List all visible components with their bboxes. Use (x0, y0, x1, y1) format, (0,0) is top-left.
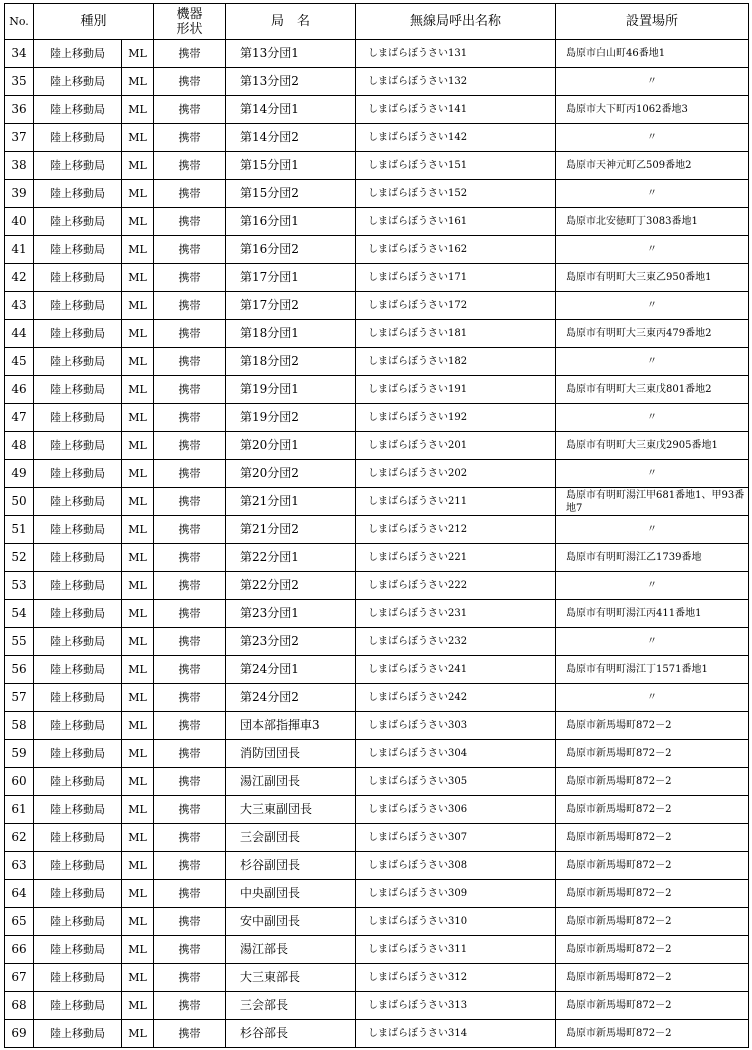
cell-device-form: 携帯 (154, 740, 226, 768)
cell-ml: ML (122, 96, 154, 124)
cell-kind: 陸上移動局 (34, 964, 122, 992)
cell-station-name: 第18分団2 (226, 348, 356, 376)
cell-kind: 陸上移動局 (34, 264, 122, 292)
table-row (5, 684, 749, 712)
cell-ml: ML (122, 208, 154, 236)
cell-location: 島原市新馬場町872－2 (556, 964, 749, 992)
table-row (5, 908, 749, 936)
cell-ml: ML (122, 572, 154, 600)
table-row (5, 180, 749, 208)
table-row (5, 96, 749, 124)
cell-location: 島原市新馬場町872－2 (556, 852, 749, 880)
cell-ml: ML (122, 992, 154, 1020)
cell-station-name: 大三東部長 (226, 964, 356, 992)
cell-location: 島原市新馬場町872－2 (556, 880, 749, 908)
cell-kind: 陸上移動局 (34, 516, 122, 544)
cell-no: 61 (5, 796, 34, 824)
cell-device-form: 携帯 (154, 824, 226, 852)
cell-device-form: 携帯 (154, 40, 226, 68)
cell-station-name: 第13分団1 (226, 40, 356, 68)
cell-no: 62 (5, 824, 34, 852)
cell-location: 島原市新馬場町872－2 (556, 824, 749, 852)
cell-device-form: 携帯 (154, 432, 226, 460)
cell-no: 69 (5, 1020, 34, 1048)
cell-ml: ML (122, 544, 154, 572)
cell-kind: 陸上移動局 (34, 852, 122, 880)
cell-ml: ML (122, 292, 154, 320)
cell-location: 島原市新馬場町872－2 (556, 908, 749, 936)
cell-location: 〃 (556, 628, 749, 656)
cell-callsign: しまばらぼうさい162 (356, 236, 556, 264)
cell-ml: ML (122, 404, 154, 432)
table-row (5, 572, 749, 600)
cell-no: 40 (5, 208, 34, 236)
cell-station-name: 大三東副団長 (226, 796, 356, 824)
cell-no: 57 (5, 684, 34, 712)
cell-callsign: しまばらぼうさい232 (356, 628, 556, 656)
cell-location: 島原市新馬場町872－2 (556, 712, 749, 740)
cell-kind: 陸上移動局 (34, 488, 122, 516)
cell-no: 60 (5, 768, 34, 796)
table-row (5, 432, 749, 460)
cell-callsign: しまばらぼうさい161 (356, 208, 556, 236)
cell-callsign: しまばらぼうさい231 (356, 600, 556, 628)
cell-no: 39 (5, 180, 34, 208)
cell-location: 島原市新馬場町872－2 (556, 768, 749, 796)
table-row (5, 264, 749, 292)
cell-location: 島原市白山町46番地1 (556, 40, 749, 68)
cell-device-form: 携帯 (154, 404, 226, 432)
cell-no: 56 (5, 656, 34, 684)
cell-kind: 陸上移動局 (34, 768, 122, 796)
cell-callsign: しまばらぼうさい191 (356, 376, 556, 404)
cell-no: 51 (5, 516, 34, 544)
table-row (5, 1020, 749, 1048)
cell-device-form: 携帯 (154, 544, 226, 572)
table-row (5, 460, 749, 488)
cell-callsign: しまばらぼうさい141 (356, 96, 556, 124)
cell-kind: 陸上移動局 (34, 68, 122, 96)
cell-device-form: 携帯 (154, 656, 226, 684)
cell-device-form: 携帯 (154, 600, 226, 628)
cell-callsign: しまばらぼうさい303 (356, 712, 556, 740)
cell-device-form: 携帯 (154, 68, 226, 96)
cell-callsign: しまばらぼうさい242 (356, 684, 556, 712)
cell-device-form: 携帯 (154, 712, 226, 740)
cell-callsign: しまばらぼうさい308 (356, 852, 556, 880)
cell-device-form: 携帯 (154, 236, 226, 264)
cell-callsign: しまばらぼうさい306 (356, 796, 556, 824)
cell-location: 〃 (556, 460, 749, 488)
cell-location: 島原市新馬場町872－2 (556, 796, 749, 824)
cell-no: 36 (5, 96, 34, 124)
cell-kind: 陸上移動局 (34, 684, 122, 712)
cell-no: 37 (5, 124, 34, 152)
cell-kind: 陸上移動局 (34, 96, 122, 124)
cell-kind: 陸上移動局 (34, 320, 122, 348)
cell-ml: ML (122, 1020, 154, 1048)
cell-callsign: しまばらぼうさい314 (356, 1020, 556, 1048)
cell-device-form: 携帯 (154, 684, 226, 712)
table-row (5, 796, 749, 824)
table-row (5, 292, 749, 320)
cell-location: 島原市大下町丙1062番地3 (556, 96, 749, 124)
cell-callsign: しまばらぼうさい142 (356, 124, 556, 152)
table-row (5, 152, 749, 180)
cell-location: 島原市有明町大三東戊2905番地1 (556, 432, 749, 460)
cell-no: 58 (5, 712, 34, 740)
table-row (5, 852, 749, 880)
cell-kind: 陸上移動局 (34, 460, 122, 488)
cell-kind: 陸上移動局 (34, 936, 122, 964)
cell-location: 〃 (556, 292, 749, 320)
cell-device-form: 携帯 (154, 572, 226, 600)
table-row (5, 376, 749, 404)
cell-callsign: しまばらぼうさい305 (356, 768, 556, 796)
cell-location: 島原市有明町湯江丙411番地1 (556, 600, 749, 628)
cell-callsign: しまばらぼうさい310 (356, 908, 556, 936)
cell-station-name: 第15分団1 (226, 152, 356, 180)
header-device-form-line2: 形状 (176, 21, 203, 37)
cell-device-form: 携帯 (154, 488, 226, 516)
cell-station-name: 第19分団1 (226, 376, 356, 404)
header-callsign: 無線局呼出名称 (356, 4, 556, 40)
cell-ml: ML (122, 516, 154, 544)
cell-kind: 陸上移動局 (34, 992, 122, 1020)
cell-location: 島原市新馬場町872－2 (556, 740, 749, 768)
cell-device-form: 携帯 (154, 852, 226, 880)
cell-station-name: 中央副団長 (226, 880, 356, 908)
cell-callsign: しまばらぼうさい211 (356, 488, 556, 516)
cell-callsign: しまばらぼうさい241 (356, 656, 556, 684)
table-row (5, 236, 749, 264)
cell-ml: ML (122, 376, 154, 404)
cell-device-form: 携帯 (154, 152, 226, 180)
cell-ml: ML (122, 712, 154, 740)
cell-station-name: 第24分団1 (226, 656, 356, 684)
cell-callsign: しまばらぼうさい311 (356, 936, 556, 964)
cell-location: 〃 (556, 236, 749, 264)
cell-kind: 陸上移動局 (34, 544, 122, 572)
cell-station-name: 杉谷副団長 (226, 852, 356, 880)
cell-location: 〃 (556, 404, 749, 432)
cell-kind: 陸上移動局 (34, 908, 122, 936)
cell-ml: ML (122, 348, 154, 376)
cell-ml: ML (122, 796, 154, 824)
cell-kind: 陸上移動局 (34, 572, 122, 600)
cell-device-form: 携帯 (154, 1020, 226, 1048)
cell-callsign: しまばらぼうさい151 (356, 152, 556, 180)
header-device-form (154, 4, 226, 40)
cell-ml: ML (122, 824, 154, 852)
cell-location: 〃 (556, 684, 749, 712)
cell-location: 〃 (556, 124, 749, 152)
table-row (5, 964, 749, 992)
table-row (5, 880, 749, 908)
cell-kind: 陸上移動局 (34, 124, 122, 152)
cell-no: 48 (5, 432, 34, 460)
cell-kind: 陸上移動局 (34, 796, 122, 824)
cell-location: 島原市有明町大三東丙479番地2 (556, 320, 749, 348)
table-row (5, 208, 749, 236)
cell-no: 50 (5, 488, 34, 516)
cell-no: 63 (5, 852, 34, 880)
cell-ml: ML (122, 124, 154, 152)
cell-device-form: 携帯 (154, 992, 226, 1020)
cell-callsign: しまばらぼうさい152 (356, 180, 556, 208)
cell-no: 45 (5, 348, 34, 376)
cell-station-name: 第16分団1 (226, 208, 356, 236)
cell-location: 〃 (556, 180, 749, 208)
cell-device-form: 携帯 (154, 964, 226, 992)
cell-location: 〃 (556, 348, 749, 376)
cell-ml: ML (122, 768, 154, 796)
cell-location: 島原市天神元町乙509番地2 (556, 152, 749, 180)
cell-no: 44 (5, 320, 34, 348)
cell-no: 34 (5, 40, 34, 68)
cell-no: 59 (5, 740, 34, 768)
cell-device-form: 携帯 (154, 880, 226, 908)
table-row (5, 600, 749, 628)
cell-callsign: しまばらぼうさい307 (356, 824, 556, 852)
cell-station-name: 第20分団2 (226, 460, 356, 488)
cell-kind: 陸上移動局 (34, 740, 122, 768)
cell-device-form: 携帯 (154, 460, 226, 488)
cell-station-name: 第21分団1 (226, 488, 356, 516)
cell-ml: ML (122, 908, 154, 936)
cell-ml: ML (122, 656, 154, 684)
cell-callsign: しまばらぼうさい181 (356, 320, 556, 348)
cell-station-name: 第18分団1 (226, 320, 356, 348)
cell-station-name: 団本部指揮車3 (226, 712, 356, 740)
cell-kind: 陸上移動局 (34, 712, 122, 740)
cell-ml: ML (122, 600, 154, 628)
cell-callsign: しまばらぼうさい312 (356, 964, 556, 992)
table-row (5, 628, 749, 656)
cell-location: 〃 (556, 68, 749, 96)
table-row (5, 68, 749, 96)
cell-kind: 陸上移動局 (34, 432, 122, 460)
cell-location: 島原市有明町大三東戊801番地2 (556, 376, 749, 404)
cell-station-name: 第19分団2 (226, 404, 356, 432)
radio-station-table (4, 3, 749, 1048)
cell-kind: 陸上移動局 (34, 292, 122, 320)
cell-device-form: 携帯 (154, 936, 226, 964)
cell-callsign: しまばらぼうさい201 (356, 432, 556, 460)
cell-kind: 陸上移動局 (34, 628, 122, 656)
cell-station-name: 第14分団2 (226, 124, 356, 152)
cell-no: 52 (5, 544, 34, 572)
cell-ml: ML (122, 880, 154, 908)
header-station-name: 局 名 (226, 4, 356, 40)
cell-no: 66 (5, 936, 34, 964)
cell-station-name: 三会部長 (226, 992, 356, 1020)
cell-callsign: しまばらぼうさい309 (356, 880, 556, 908)
cell-no: 42 (5, 264, 34, 292)
cell-location: 島原市有明町湯江甲681番地1、甲93番地7 (556, 488, 749, 516)
table-header-row (5, 4, 749, 40)
cell-ml: ML (122, 964, 154, 992)
cell-station-name: 第13分団2 (226, 68, 356, 96)
table-row (5, 40, 749, 68)
cell-device-form: 携帯 (154, 264, 226, 292)
cell-location: 島原市新馬場町872－2 (556, 1020, 749, 1048)
cell-location: 島原市新馬場町872－2 (556, 992, 749, 1020)
cell-device-form: 携帯 (154, 376, 226, 404)
header-no: No. (5, 4, 34, 40)
cell-kind: 陸上移動局 (34, 348, 122, 376)
table-row (5, 124, 749, 152)
cell-ml: ML (122, 628, 154, 656)
cell-location: 島原市新馬場町872－2 (556, 936, 749, 964)
cell-callsign: しまばらぼうさい131 (356, 40, 556, 68)
cell-callsign: しまばらぼうさい212 (356, 516, 556, 544)
cell-kind: 陸上移動局 (34, 208, 122, 236)
table-body (5, 40, 749, 1048)
cell-ml: ML (122, 68, 154, 96)
cell-ml: ML (122, 40, 154, 68)
cell-ml: ML (122, 460, 154, 488)
header-kind: 種別 (34, 4, 154, 40)
cell-device-form: 携帯 (154, 908, 226, 936)
cell-callsign: しまばらぼうさい182 (356, 348, 556, 376)
header-device-form-line1: 機器 (176, 6, 203, 22)
cell-callsign: しまばらぼうさい222 (356, 572, 556, 600)
cell-kind: 陸上移動局 (34, 824, 122, 852)
cell-no: 35 (5, 68, 34, 96)
table-row (5, 768, 749, 796)
cell-callsign: しまばらぼうさい192 (356, 404, 556, 432)
cell-location: 島原市有明町湯江丁1571番地1 (556, 656, 749, 684)
cell-ml: ML (122, 936, 154, 964)
cell-station-name: 第17分団1 (226, 264, 356, 292)
cell-kind: 陸上移動局 (34, 600, 122, 628)
cell-kind: 陸上移動局 (34, 376, 122, 404)
cell-station-name: 安中副団長 (226, 908, 356, 936)
cell-kind: 陸上移動局 (34, 236, 122, 264)
cell-location: 〃 (556, 572, 749, 600)
cell-station-name: 第23分団2 (226, 628, 356, 656)
cell-kind: 陸上移動局 (34, 180, 122, 208)
cell-kind: 陸上移動局 (34, 152, 122, 180)
cell-location: 島原市有明町大三東乙950番地1 (556, 264, 749, 292)
cell-ml: ML (122, 684, 154, 712)
cell-callsign: しまばらぼうさい221 (356, 544, 556, 572)
cell-device-form: 携帯 (154, 320, 226, 348)
cell-ml: ML (122, 320, 154, 348)
cell-station-name: 第15分団2 (226, 180, 356, 208)
cell-kind: 陸上移動局 (34, 880, 122, 908)
cell-ml: ML (122, 152, 154, 180)
table-row (5, 320, 749, 348)
cell-ml: ML (122, 264, 154, 292)
cell-no: 38 (5, 152, 34, 180)
cell-kind: 陸上移動局 (34, 1020, 122, 1048)
cell-device-form: 携帯 (154, 628, 226, 656)
table-row (5, 544, 749, 572)
cell-no: 49 (5, 460, 34, 488)
cell-station-name: 消防団団長 (226, 740, 356, 768)
cell-device-form: 携帯 (154, 180, 226, 208)
cell-device-form: 携帯 (154, 292, 226, 320)
cell-no: 43 (5, 292, 34, 320)
cell-no: 53 (5, 572, 34, 600)
cell-callsign: しまばらぼうさい313 (356, 992, 556, 1020)
cell-ml: ML (122, 852, 154, 880)
cell-station-name: 第24分団2 (226, 684, 356, 712)
cell-station-name: 三会副団長 (226, 824, 356, 852)
cell-callsign: しまばらぼうさい304 (356, 740, 556, 768)
cell-ml: ML (122, 488, 154, 516)
cell-station-name: 第22分団1 (226, 544, 356, 572)
cell-station-name: 湯江副団長 (226, 768, 356, 796)
cell-station-name: 第21分団2 (226, 516, 356, 544)
table-row (5, 404, 749, 432)
table-row (5, 488, 749, 516)
cell-station-name: 第17分団2 (226, 292, 356, 320)
cell-no: 65 (5, 908, 34, 936)
cell-station-name: 第16分団2 (226, 236, 356, 264)
cell-callsign: しまばらぼうさい202 (356, 460, 556, 488)
cell-device-form: 携帯 (154, 96, 226, 124)
cell-kind: 陸上移動局 (34, 404, 122, 432)
cell-no: 67 (5, 964, 34, 992)
table-row (5, 824, 749, 852)
cell-station-name: 第22分団2 (226, 572, 356, 600)
cell-no: 41 (5, 236, 34, 264)
cell-device-form: 携帯 (154, 796, 226, 824)
cell-device-form: 携帯 (154, 348, 226, 376)
cell-station-name: 杉谷部長 (226, 1020, 356, 1048)
cell-no: 68 (5, 992, 34, 1020)
table-row (5, 740, 749, 768)
cell-station-name: 第14分団1 (226, 96, 356, 124)
cell-device-form: 携帯 (154, 516, 226, 544)
table-row (5, 516, 749, 544)
cell-ml: ML (122, 236, 154, 264)
cell-no: 54 (5, 600, 34, 628)
cell-location: 〃 (556, 516, 749, 544)
cell-station-name: 湯江部長 (226, 936, 356, 964)
cell-no: 55 (5, 628, 34, 656)
header-location: 設置場所 (556, 4, 749, 40)
cell-callsign: しまばらぼうさい172 (356, 292, 556, 320)
cell-device-form: 携帯 (154, 208, 226, 236)
table-row (5, 348, 749, 376)
cell-station-name: 第20分団1 (226, 432, 356, 460)
table-row (5, 656, 749, 684)
table-row (5, 992, 749, 1020)
cell-callsign: しまばらぼうさい132 (356, 68, 556, 96)
cell-ml: ML (122, 432, 154, 460)
table-row (5, 936, 749, 964)
cell-no: 47 (5, 404, 34, 432)
cell-ml: ML (122, 180, 154, 208)
cell-ml: ML (122, 740, 154, 768)
cell-no: 46 (5, 376, 34, 404)
cell-kind: 陸上移動局 (34, 40, 122, 68)
cell-kind: 陸上移動局 (34, 656, 122, 684)
cell-location: 島原市北安徳町丁3083番地1 (556, 208, 749, 236)
cell-no: 64 (5, 880, 34, 908)
cell-station-name: 第23分団1 (226, 600, 356, 628)
table-row (5, 712, 749, 740)
cell-callsign: しまばらぼうさい171 (356, 264, 556, 292)
cell-device-form: 携帯 (154, 768, 226, 796)
cell-location: 島原市有明町湯江乙1739番地 (556, 544, 749, 572)
cell-device-form: 携帯 (154, 124, 226, 152)
